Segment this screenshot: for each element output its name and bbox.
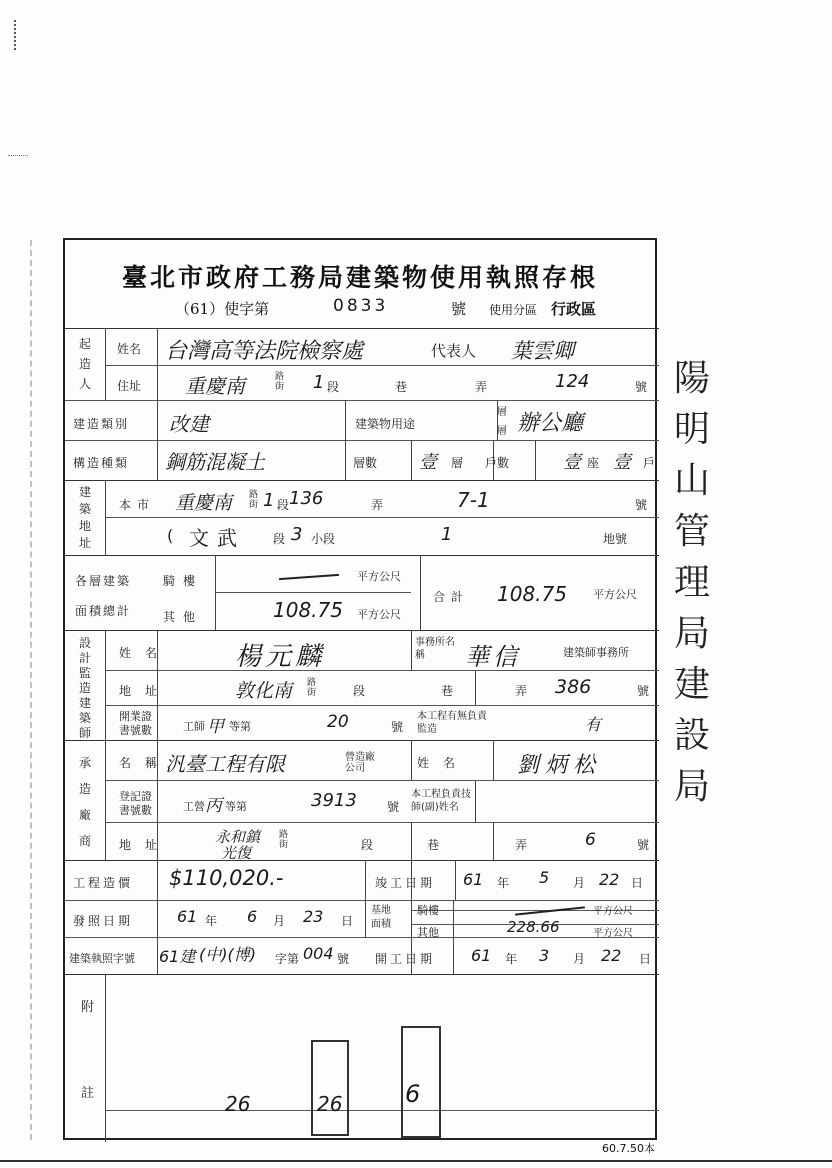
other-value: 108.75 — [273, 598, 343, 622]
contractor-number: 6 — [585, 830, 596, 850]
divider — [105, 1110, 659, 1111]
contractor-label-3: 廠 — [78, 808, 91, 822]
floor-label-2: 層 — [497, 426, 507, 437]
household-unit: 戶 — [643, 456, 656, 470]
structure-label: 構造種類 — [73, 456, 130, 470]
base-arcade-strike — [515, 906, 585, 915]
architect-number-label: 號 — [637, 684, 650, 698]
use-value: 辦公廳 — [517, 411, 584, 436]
building-type-value: 改建 — [169, 412, 209, 436]
contractor-road-label: 路街 — [279, 830, 289, 850]
architect-address-label: 地址 — [119, 684, 172, 698]
permit-label: 建築執照字號 — [69, 952, 135, 965]
completion-day: 22 — [599, 870, 620, 889]
issue-label: 發照日期 — [73, 914, 134, 928]
col-divider — [105, 974, 106, 1142]
completion-month-label: 月 — [573, 876, 586, 890]
col-divider — [411, 822, 412, 860]
open-paren: ( — [167, 526, 174, 545]
engineer-label: 本工程負責技師(副)姓名 — [411, 789, 471, 813]
license-grade: 甲 — [207, 717, 224, 737]
permit-no: 004 — [303, 944, 334, 963]
use-label: 建築物用途 — [355, 417, 416, 431]
contractor-name: 汎臺工程有限 — [165, 752, 285, 776]
architect-road-label: 路街 — [307, 678, 317, 698]
side-char-7: 建 — [673, 664, 710, 705]
col-divider — [411, 630, 412, 670]
architect-label-6: 築 — [78, 711, 91, 725]
area-label-top: 各層建築 — [75, 574, 132, 588]
lot-label: 地號 — [603, 532, 628, 546]
completion-year-label: 年 — [497, 876, 510, 890]
divider — [65, 740, 659, 741]
floors-label: 層數 — [353, 456, 378, 470]
license-label: 開業證書號數 — [119, 710, 152, 737]
divider — [105, 822, 659, 823]
site-road: 重慶南 — [175, 492, 233, 514]
divider — [105, 365, 659, 366]
city-label: 本市 — [119, 498, 156, 512]
issue-day: 23 — [303, 907, 324, 926]
side-char-9: 局 — [673, 766, 710, 807]
start-year: 61 — [471, 946, 492, 965]
page-title: 臺北市政府工務局建築物使用執照存根 — [121, 263, 598, 292]
applicant-label-1: 起 — [78, 337, 91, 351]
number-label: 號 — [635, 380, 648, 394]
section-label: 段 — [327, 380, 340, 394]
structure-value: 鋼筋混凝土 — [165, 450, 265, 474]
applicant-number: 124 — [555, 371, 590, 392]
form-code: 60.7.50本 — [602, 1142, 655, 1155]
cost-label: 工程造價 — [73, 876, 134, 890]
total-value: 108.75 — [497, 582, 567, 606]
site-lot: 1 — [441, 524, 453, 545]
start-year-label: 年 — [505, 952, 518, 966]
area-unit-2: 平方公尺 — [357, 608, 401, 621]
other-label: 其他 — [163, 610, 204, 624]
person-value: 劉炳松 — [517, 753, 602, 778]
col-divider — [420, 555, 421, 630]
permit-no-label: 號 — [337, 952, 350, 966]
rep-value: 葉雲卿 — [511, 339, 574, 363]
site-road-label: 路街 — [249, 490, 259, 510]
district-label: 段 — [273, 532, 286, 546]
divider — [65, 630, 659, 631]
reg-no-label: 號 — [387, 800, 400, 814]
license-no: 20 — [327, 712, 349, 732]
contractor-city: 永和鎮 — [215, 828, 261, 846]
side-char-4: 管 — [673, 511, 710, 552]
site-alley-label: 弄 — [371, 498, 384, 512]
contractor-section-label: 段 — [361, 838, 374, 852]
zone-value: 行政區 — [551, 300, 597, 318]
col-divider — [105, 480, 106, 555]
col-divider — [157, 630, 158, 860]
zone-label: 使用分區 — [489, 303, 538, 317]
site-label-2: 築 — [78, 502, 91, 516]
person-label: 姓名 — [417, 756, 470, 770]
side-char-6: 局 — [673, 613, 710, 654]
col-divider — [535, 440, 536, 480]
contractor-name-label: 名稱 — [119, 756, 172, 770]
architect-label-3: 監 — [78, 666, 91, 680]
permit-handwritten: (中)(博) — [199, 945, 256, 964]
divider — [105, 670, 659, 671]
contractor-number-label: 號 — [637, 838, 650, 852]
base-other-label: 其他 — [417, 926, 439, 939]
contractor-alley-label: 弄 — [515, 838, 528, 852]
architect-label-5: 建 — [78, 696, 91, 710]
households-label: 戶數 — [485, 456, 510, 470]
col-divider — [157, 400, 158, 480]
notes-label-1: 附 — [81, 1000, 95, 1015]
contractor-road: 光復 — [221, 844, 252, 862]
license-stub-form — [63, 238, 657, 1155]
site-section-label: 段 — [277, 498, 290, 512]
license-number-row — [65, 298, 655, 322]
lane-label: 巷 — [395, 380, 408, 394]
architect-label-2: 計 — [78, 651, 91, 665]
floor-label-1: 層 — [497, 407, 507, 418]
col-divider — [455, 860, 456, 900]
architect-name-label: 姓名 — [119, 646, 172, 660]
base-arcade-label: 騎樓 — [417, 904, 439, 917]
architect-lane-label: 巷 — [441, 684, 454, 698]
architect-label-7: 師 — [78, 726, 91, 740]
official-stamp — [311, 1040, 349, 1136]
responsible-label: 本工程有無負責監造 — [417, 711, 487, 735]
divider — [65, 328, 659, 329]
completion-label: 竣工日期 — [375, 876, 436, 890]
name-label: 姓名 — [117, 342, 142, 356]
architect-road: 敦化南 — [235, 680, 293, 702]
divider — [65, 480, 659, 481]
divider — [65, 555, 659, 556]
architect-alley-label: 弄 — [515, 684, 528, 698]
total-unit: 平方公尺 — [593, 588, 637, 601]
divider — [65, 860, 659, 861]
scan-mark-top2 — [8, 155, 28, 156]
site-subsection: 3 — [291, 524, 303, 545]
office-label: 事務所名稱 — [415, 637, 455, 661]
office-suffix: 建築師事務所 — [563, 646, 629, 659]
col-divider — [493, 822, 494, 860]
side-char-3: 山 — [673, 460, 710, 501]
site-number: 7-1 — [457, 488, 490, 512]
reg-no: 3913 — [311, 790, 357, 811]
total-label: 合計 — [433, 590, 470, 604]
site-lane: 136 — [289, 488, 324, 509]
issue-year: 61 — [177, 907, 198, 926]
area-unit-1: 平方公尺 — [357, 570, 401, 583]
cost-value: $110,020.- — [169, 866, 284, 890]
road-label: 路街 — [275, 372, 285, 392]
applicant-name: 台灣高等法院檢察處 — [165, 339, 364, 364]
license-suffix: 號 — [451, 300, 467, 318]
divider — [65, 400, 659, 401]
start-day: 22 — [601, 946, 622, 965]
start-day-label: 日 — [639, 952, 652, 966]
households-seat: 壹 — [563, 452, 581, 473]
col-divider — [215, 555, 216, 630]
arcade-strike — [279, 574, 339, 580]
divider — [105, 780, 659, 781]
base-unit-1: 平方公尺 — [593, 906, 633, 917]
divider — [65, 974, 659, 975]
col-divider — [411, 440, 412, 480]
note-mark-2: 26 — [317, 1092, 343, 1116]
contractor-label-1: 承 — [78, 756, 91, 770]
reg-label: 登記證書號數 — [119, 790, 152, 817]
applicant-section: 1 — [313, 372, 325, 393]
completion-year: 61 — [463, 870, 484, 889]
issue-month-label: 月 — [273, 914, 286, 928]
applicant-label-2: 造 — [78, 357, 91, 371]
license-grade-prefix: 工師 — [183, 720, 205, 733]
responsible-value: 有 — [585, 715, 602, 734]
building-type-label: 建造類別 — [73, 417, 130, 431]
note-mark-1: 26 — [225, 1092, 251, 1116]
architect-section-label: 段 — [353, 684, 366, 698]
contractor-address-label: 地址 — [119, 838, 172, 852]
divider — [65, 900, 659, 901]
architect-label-4: 造 — [78, 681, 91, 695]
col-divider — [345, 400, 346, 480]
base-other-value: 228.66 — [507, 918, 560, 936]
col-divider — [475, 670, 476, 705]
col-divider — [493, 740, 494, 780]
issue-day-label: 日 — [341, 914, 354, 928]
license-prefix: （61）使字第 — [175, 300, 270, 318]
base-area-label: 基地面積 — [371, 905, 391, 930]
site-number-label: 號 — [635, 498, 648, 512]
divider — [105, 705, 659, 706]
contractor-label-4: 商 — [78, 834, 91, 848]
site-district: 文武 — [189, 526, 245, 550]
address-label: 住址 — [117, 379, 142, 393]
alley-label: 弄 — [475, 380, 488, 394]
permit-suffix: 字第 — [275, 952, 300, 966]
architect-number: 386 — [555, 676, 592, 698]
applicant-label-3: 人 — [78, 377, 91, 391]
reg-prefix: 工營 — [183, 800, 205, 813]
col-divider — [157, 860, 158, 974]
license-number: 0833 — [333, 296, 389, 316]
col-divider — [365, 860, 366, 900]
divider — [65, 440, 659, 441]
col-divider — [157, 328, 158, 400]
left-edge-marks — [30, 240, 38, 1140]
completion-day-label: 日 — [631, 876, 644, 890]
floors-unit: 層 — [451, 456, 464, 470]
side-stamp — [670, 350, 714, 809]
area-label-bottom: 面積總計 — [75, 604, 132, 618]
license-no-label: 號 — [391, 720, 404, 734]
permit-prefix: 61建 — [159, 947, 196, 966]
side-char-5: 理 — [673, 562, 710, 603]
reg-grade: 丙 — [205, 796, 222, 816]
bottom-edge-line — [0, 1160, 832, 1162]
note-mark-3: 6 — [405, 1080, 421, 1108]
contractor-label-2: 造 — [78, 782, 91, 796]
issue-month: 6 — [247, 907, 258, 926]
side-char-8: 設 — [673, 715, 710, 756]
rep-label: 代表人 — [431, 342, 477, 360]
col-divider — [105, 630, 106, 860]
start-month: 3 — [539, 946, 550, 965]
start-label: 開工日期 — [375, 952, 436, 966]
arcade-label: 騎樓 — [163, 574, 204, 588]
office-value: 華信 — [465, 643, 521, 671]
side-char-1: 陽 — [673, 358, 710, 399]
completion-month: 5 — [539, 868, 550, 887]
side-char-2: 明 — [673, 409, 710, 450]
reg-grade-suffix: 等第 — [225, 800, 247, 813]
divider — [215, 592, 411, 593]
divider — [65, 937, 659, 938]
start-month-label: 月 — [573, 952, 586, 966]
col-divider — [365, 900, 366, 937]
floors-value: 壹 — [419, 452, 437, 473]
col-divider — [105, 328, 106, 400]
households-value: 壹 — [613, 452, 631, 473]
col-divider — [411, 740, 412, 780]
col-divider — [453, 937, 454, 974]
architect-name: 楊元麟 — [235, 642, 326, 672]
base-unit-2: 平方公尺 — [593, 928, 633, 939]
scan-mark-top — [14, 20, 19, 50]
seat-label: 座 — [587, 456, 600, 470]
site-label-3: 地 — [78, 519, 91, 533]
site-label-4: 址 — [78, 536, 91, 550]
divider — [105, 517, 659, 518]
architect-label-1: 設 — [78, 636, 91, 650]
notes-label-2: 註 — [81, 1086, 95, 1101]
contractor-lane-label: 巷 — [427, 838, 440, 852]
applicant-road: 重慶南 — [185, 374, 245, 398]
license-grade-suffix: 等第 — [229, 720, 251, 733]
subsection-label: 小段 — [311, 532, 336, 546]
site-label-1: 建 — [78, 485, 91, 499]
issue-year-label: 年 — [205, 914, 218, 928]
site-section: 1 — [263, 490, 275, 511]
company-label: 營造廠公司 — [345, 752, 375, 774]
